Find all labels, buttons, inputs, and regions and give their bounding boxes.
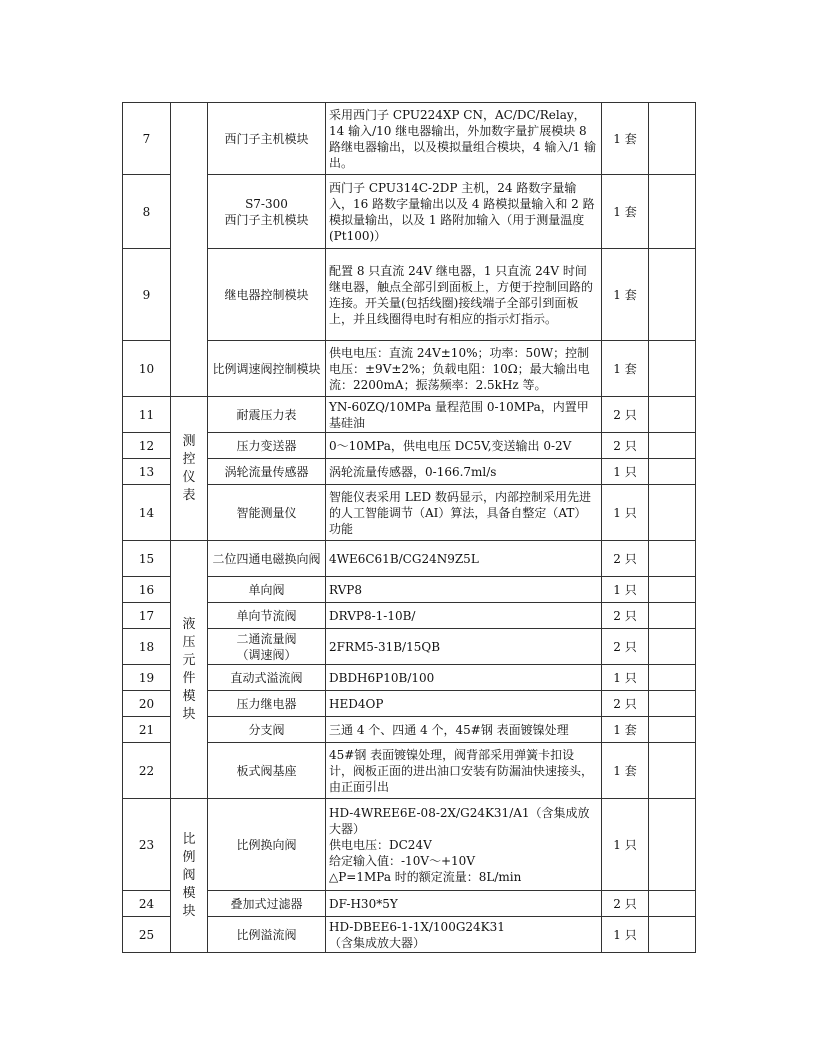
item-qty: 2 只 [602,603,649,629]
remark-cell [649,799,696,891]
table-row [123,249,696,341]
item-spec: RVP8 [326,577,602,603]
item-name: 西门子主机模块 [208,103,326,175]
item-qty: 2 只 [602,541,649,577]
row-number: 14 [123,485,171,541]
row-number: 25 [123,917,171,953]
row-number: 19 [123,665,171,691]
item-spec: 智能仪表采用 LED 数码显示，内部控制采用先进的人工智能调节（AI）算法，具备自整定（AT）功能 [326,485,602,541]
item-spec: DBDH6P10B/100 [326,665,602,691]
item-name: 直动式溢流阀 [208,665,326,691]
group-label-instruments: 测控仪表 [171,397,208,541]
remark-cell [649,717,696,743]
item-name: 叠加式过滤器 [208,891,326,917]
item-spec: DF-H30*5Y [326,891,602,917]
item-qty: 2 只 [602,691,649,717]
remark-cell [649,603,696,629]
item-qty: 1 套 [602,175,649,249]
row-number: 18 [123,629,171,665]
item-spec: 涡轮流量传感器，0-166.7ml/s [326,459,602,485]
row-number: 24 [123,891,171,917]
item-spec: 三通 4 个、四通 4 个，45#钢 表面镀镍处理 [326,717,602,743]
item-qty: 1 只 [602,485,649,541]
item-spec: 西门子 CPU314C-2DP 主机，24 路数字量输入，16 路数字量输出以及 4 路模拟量输入和 2 路模拟量输出，以及 1 路附加输入（用于测量温度 (Pt100)） [326,175,602,249]
table-row [123,103,696,175]
item-qty: 1 套 [602,341,649,397]
remark-cell [649,917,696,953]
item-spec: 45#钢 表面镀镍处理，阀背部采用弹簧卡扣设计，阀板正面的进出油口安装有防漏油快速接头，由正面引出 [326,743,602,799]
equipment-table [122,102,696,953]
item-qty: 1 只 [602,665,649,691]
table-row [123,717,696,743]
item-name: 二通流量阀 （调速阀） [208,629,326,665]
item-spec: HED4OP [326,691,602,717]
row-number: 7 [123,103,171,175]
item-name: 单向节流阀 [208,603,326,629]
group-label-proportional: 比例阀模块 [171,799,208,953]
remark-cell [649,665,696,691]
table-row [123,799,696,891]
item-name: 比例调速阀控制模块 [208,341,326,397]
item-qty: 1 只 [602,799,649,891]
row-number: 15 [123,541,171,577]
row-number: 16 [123,577,171,603]
row-number: 9 [123,249,171,341]
remark-cell [649,691,696,717]
item-name: 比例溢流阀 [208,917,326,953]
item-name: 二位四通电磁换向阀 [208,541,326,577]
remark-cell [649,249,696,341]
table-row [123,341,696,397]
row-number: 17 [123,603,171,629]
item-spec: HD-DBEE6-1-1X/100G24K31 （含集成放大器） [326,917,602,953]
row-number: 10 [123,341,171,397]
item-qty: 1 套 [602,717,649,743]
item-name: 压力继电器 [208,691,326,717]
remark-cell [649,891,696,917]
remark-cell [649,485,696,541]
remark-cell [649,629,696,665]
item-qty: 1 只 [602,577,649,603]
remark-cell [649,541,696,577]
item-spec: 配置 8 只直流 24V 继电器，1 只直流 24V 时间继电器，触点全部引到面板上，方便于控制回路的连接。开关量(包括线圈)接线端子全部引到面板上，并且线圈得电时有相应的指示灯指示。 [326,249,602,341]
item-name: 板式阀基座 [208,743,326,799]
item-qty: 2 只 [602,433,649,459]
table-row [123,459,696,485]
table-row [123,743,696,799]
group-cell-empty [171,103,208,397]
remark-cell [649,397,696,433]
row-number: 23 [123,799,171,891]
remark-cell [649,459,696,485]
item-spec: 采用西门子 CPU224XP CN，AC/DC/Relay，14 输入/10 继电器输出，外加数字量扩展模块 8 路继电器输出，以及模拟量组合模块，4 输入/1 输出。 [326,103,602,175]
item-spec: DRVP8-1-10B/ [326,603,602,629]
item-name: 比例换向阀 [208,799,326,891]
table-row [123,603,696,629]
row-number: 21 [123,717,171,743]
item-spec: HD-4WREE6E-08-2X/G24K31/A1（含集成放大器） 供电电压：DC24V 给定输入值：-10V～+10V △P=1MPa 时的额定流量：8L/min [326,799,602,891]
item-name: S7-300 西门子主机模块 [208,175,326,249]
item-name: 压力变送器 [208,433,326,459]
table-row [123,485,696,541]
item-name: 涡轮流量传感器 [208,459,326,485]
item-qty: 1 套 [602,249,649,341]
item-qty: 1 套 [602,103,649,175]
item-spec: 4WE6C61B/CG24N9Z5L [326,541,602,577]
remark-cell [649,175,696,249]
row-number: 12 [123,433,171,459]
item-qty: 1 只 [602,917,649,953]
row-number: 20 [123,691,171,717]
remark-cell [649,103,696,175]
item-spec: 供电电压：直流 24V±10%；功率：50W；控制电压：±9V±2%；负载电阻：10Ω；最大输出电流：2200mA；振荡频率：2.5kHz 等。 [326,341,602,397]
group-label-hydraulic: 液压元件模块 [171,541,208,799]
table-row [123,175,696,249]
table-row [123,433,696,459]
item-qty: 1 套 [602,743,649,799]
remark-cell [649,341,696,397]
item-qty: 2 只 [602,397,649,433]
item-qty: 2 只 [602,629,649,665]
row-number: 22 [123,743,171,799]
item-qty: 2 只 [602,891,649,917]
item-spec: YN-60ZQ/10MPa 量程范围 0-10MPa，内置甲基硅油 [326,397,602,433]
table-row [123,541,696,577]
table-row [123,397,696,433]
item-name: 单向阀 [208,577,326,603]
item-name: 智能测量仪 [208,485,326,541]
remark-cell [649,433,696,459]
item-name: 耐震压力表 [208,397,326,433]
item-spec: 2FRM5-31B/15QB [326,629,602,665]
table-row [123,577,696,603]
table-row [123,917,696,953]
row-number: 11 [123,397,171,433]
table-row [123,691,696,717]
remark-cell [649,743,696,799]
item-spec: 0～10MPa，供电电压 DC5V,变送输出 0-2V [326,433,602,459]
remark-cell [649,577,696,603]
item-qty: 1 只 [602,459,649,485]
row-number: 8 [123,175,171,249]
item-name: 继电器控制模块 [208,249,326,341]
table-row [123,629,696,665]
item-name: 分支阀 [208,717,326,743]
table-row [123,665,696,691]
table-row [123,891,696,917]
row-number: 13 [123,459,171,485]
